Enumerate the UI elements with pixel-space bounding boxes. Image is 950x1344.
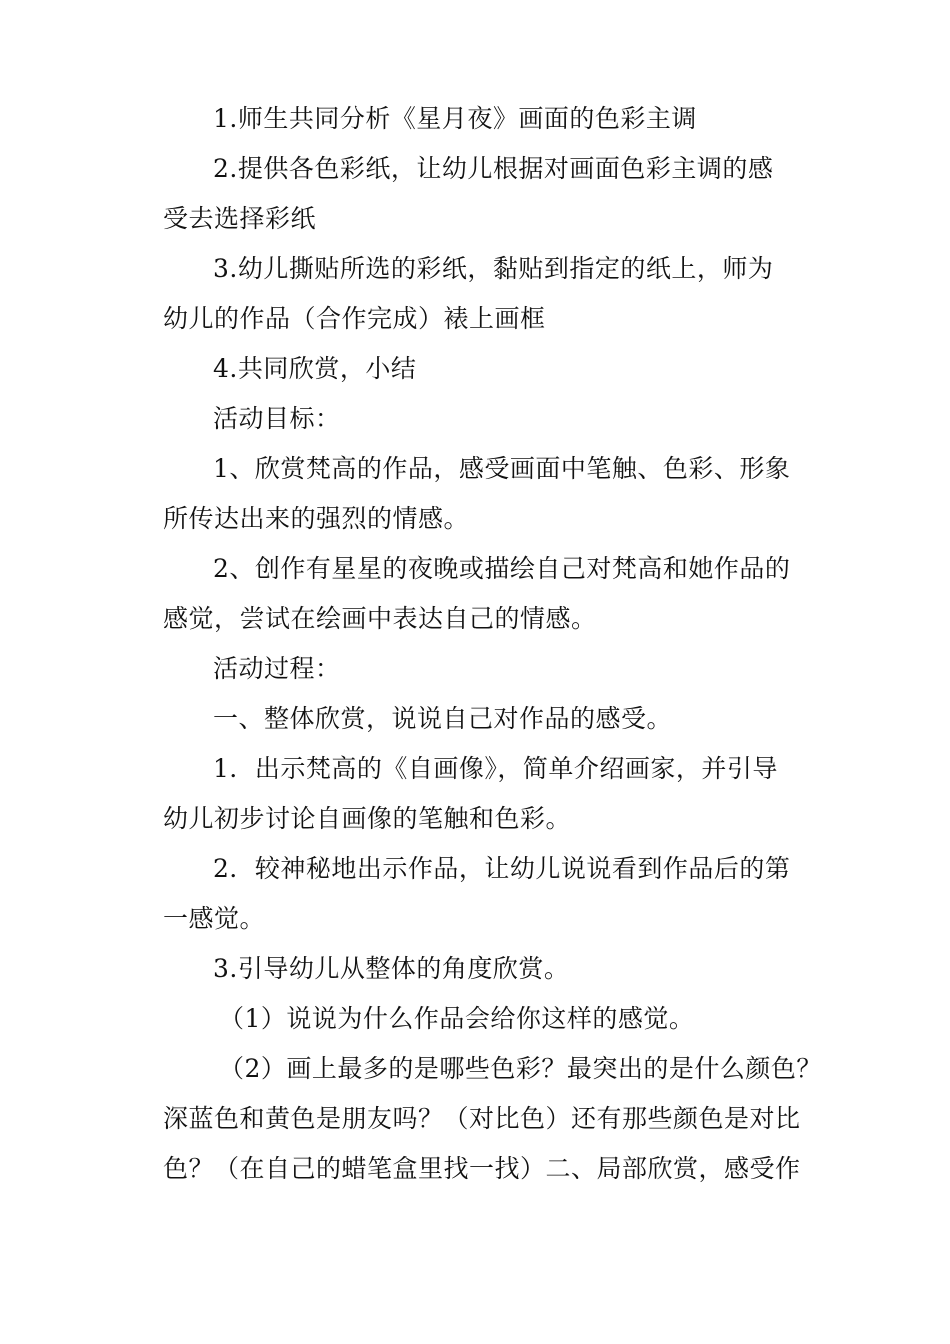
- section-1-heading: 一、整体欣赏，说说自己对作品的感受。: [213, 704, 673, 733]
- step-1-line: 1.师生共同分析《星月夜》画面的色彩主调: [213, 104, 697, 133]
- substep-2-continuation-b: 色？（在自己的蜡笔盒里找一找）二、局部欣赏，感受作: [163, 1154, 801, 1183]
- goal-2-line: 2、创作有星星的夜晚或描绘自己对梵高和她作品的: [213, 554, 791, 583]
- goal-1-line: 1、欣赏梵高的作品，感受画面中笔触、色彩、形象: [213, 454, 791, 483]
- process-step-3-line: 3.引导幼儿从整体的角度欣赏。: [213, 954, 570, 983]
- process-step-1-line: 1．出示梵高的《自画像》，简单介绍画家，并引导: [213, 754, 778, 783]
- substep-2-continuation-a: 深蓝色和黄色是朋友吗？（对比色）还有那些颜色是对比: [163, 1104, 801, 1133]
- substep-1-line: （1）说说为什么作品会给你这样的感觉。: [219, 1004, 695, 1033]
- step-2-continuation: 受去选择彩纸: [163, 204, 317, 233]
- goal-1-continuation: 所传达出来的强烈的情感。: [163, 504, 470, 533]
- step-3-line: 3.幼儿撕贴所选的彩纸，黏贴到指定的纸上，师为: [213, 254, 774, 283]
- substep-2-line: （2）画上最多的是哪些色彩？最突出的是什么颜色？: [219, 1054, 822, 1083]
- process-step-2-continuation: 一感觉。: [163, 904, 266, 933]
- step-2-line: 2.提供各色彩纸，让幼儿根据对画面色彩主调的感: [213, 154, 774, 183]
- process-heading: 活动过程：: [213, 654, 341, 683]
- goal-2-continuation: 感觉，尝试在绘画中表达自己的情感。: [163, 604, 597, 633]
- process-step-2-line: 2．较神秘地出示作品，让幼儿说说看到作品后的第: [213, 854, 791, 883]
- goals-heading: 活动目标：: [213, 404, 341, 433]
- step-3-continuation: 幼儿的作品（合作完成）裱上画框: [163, 304, 546, 333]
- step-4-line: 4.共同欣赏，小结: [213, 354, 417, 383]
- process-step-1-continuation: 幼儿初步讨论自画像的笔触和色彩。: [163, 804, 572, 833]
